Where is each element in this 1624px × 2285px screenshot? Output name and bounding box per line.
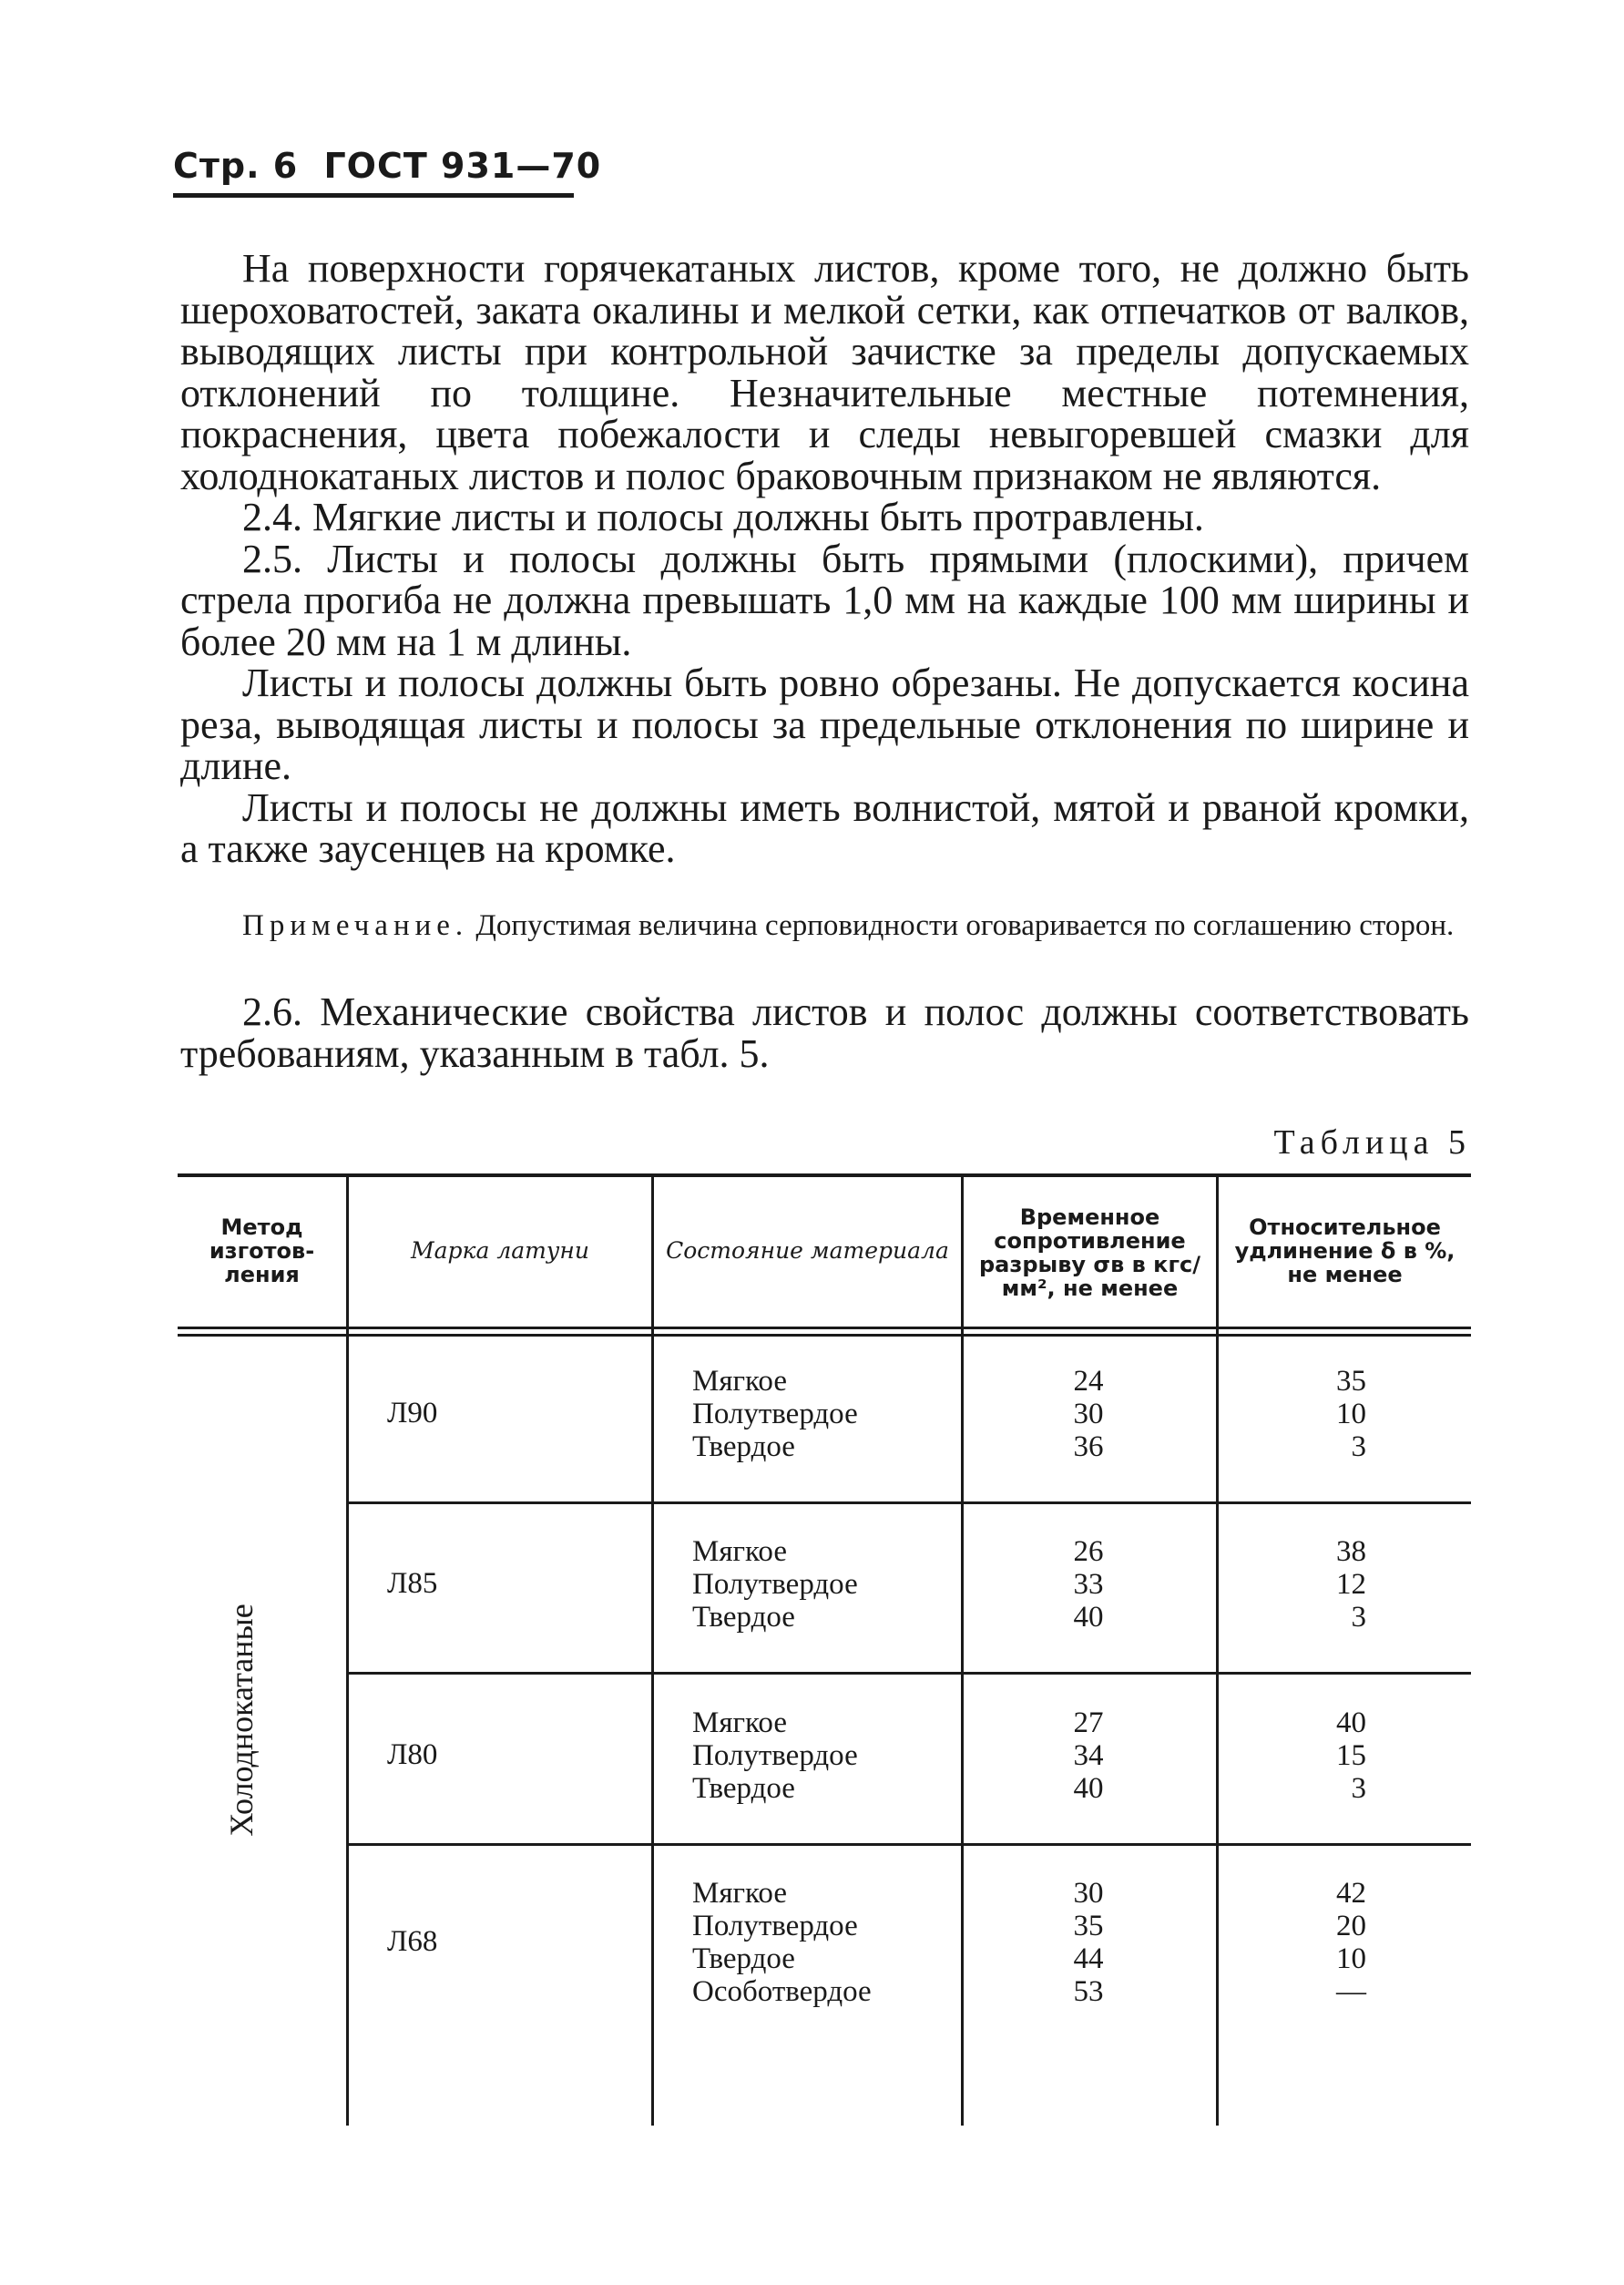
state: Твердое [692, 1601, 795, 1634]
states-l85 [692, 1535, 858, 1634]
strength-value: 35 [1073, 1910, 1104, 1942]
strength-value: 30 [1073, 1877, 1104, 1910]
mechanical-properties-table [178, 1173, 1471, 2126]
strength-value: 40 [1073, 1601, 1104, 1634]
elongation-value: 12 [1336, 1568, 1366, 1601]
paragraph-surface: На поверхности горячекатаных листов, кроме того, не должно быть шероховатостей, заката окалины и мелкой сетки, как отпечатков от валков, выводящих листы при контрольной зачистке за пределы допускаемых отклонений по толщине. Незначительные местные потемнения, покраснения, цвета побежалости и следы невыгоревшей смазки для холоднокатаных листов и полос браковочным признаком не являются. [180, 246, 1469, 498]
strength-l90 [1016, 1365, 1161, 1463]
state: Мягкое [692, 1877, 787, 1910]
col-divider-4 [1216, 1173, 1219, 2126]
state: Мягкое [692, 1535, 787, 1568]
state: Твердое [692, 1430, 795, 1463]
grade-l80: Л80 [387, 1738, 438, 1771]
note-text: Допустимая величина серповидности оговаривается по соглашению сторон. [475, 909, 1455, 942]
state: Полутвердое [692, 1910, 858, 1942]
strength-value: 27 [1073, 1706, 1104, 1739]
state: Полутвердое [692, 1568, 858, 1601]
elongation-value: 3 [1351, 1772, 1366, 1805]
strength-value: 36 [1073, 1430, 1104, 1463]
header-rule [173, 193, 574, 198]
elongation-value: — [1336, 1975, 1366, 2008]
strength-value: 33 [1073, 1568, 1104, 1601]
state: Особотвердое [692, 1975, 872, 2008]
state: Полутвердое [692, 1739, 858, 1772]
header-bottom-rule-2 [178, 1334, 1471, 1337]
note [180, 909, 1469, 942]
elongation-value: 38 [1336, 1535, 1366, 1568]
elongation-l68 [1312, 1877, 1366, 2008]
header-strength: Временное сопротивление разрыву σв в кгс/мм², не менее [979, 1204, 1200, 1301]
elongation-value: 10 [1336, 1398, 1366, 1430]
elongation-value: 10 [1336, 1942, 1366, 1975]
col-divider-1 [346, 1173, 349, 2126]
state: Полутвердое [692, 1398, 858, 1430]
state: Мягкое [692, 1365, 787, 1398]
note-label: Примечание. [242, 909, 469, 942]
strength-value: 30 [1073, 1398, 1104, 1430]
paragraph-edge: Листы и полосы не должны иметь волнистой, мятой и рваной кромки, а также заусенцев на кромке. [180, 784, 1469, 871]
elongation-value: 3 [1351, 1430, 1366, 1463]
states-l90 [692, 1365, 858, 1463]
elongation-value: 42 [1336, 1877, 1366, 1910]
row-divider-2 [348, 1672, 1471, 1675]
state: Твердое [692, 1772, 795, 1805]
strength-l80 [1016, 1706, 1161, 1805]
strength-value: 40 [1073, 1772, 1104, 1805]
page-header [173, 146, 601, 186]
elongation-value: 3 [1351, 1601, 1366, 1634]
state: Твердое [692, 1942, 795, 1975]
elongation-l80 [1312, 1706, 1366, 1805]
strength-l85 [1016, 1535, 1161, 1634]
paragraph-2-5: 2.5. Листы и полосы должны быть прямыми (плоскими), причем стрела прогиба не должна превышать 1,0 мм на каждые 100 мм ширины и более 20 мм на 1 м длины. [180, 536, 1469, 664]
standard-number: ГОСТ 931—70 [323, 146, 602, 186]
header-method: Метод изготов- ления [209, 1214, 315, 1287]
table-top-rule [178, 1173, 1471, 1177]
grade-l85: Л85 [387, 1567, 438, 1600]
col-divider-2 [651, 1173, 654, 2126]
header-bottom-rule-1 [178, 1327, 1471, 1329]
header-state: Состояние материала [666, 1237, 949, 1264]
strength-value: 26 [1073, 1535, 1104, 1568]
strength-l68 [1016, 1877, 1161, 2008]
row-divider-3 [348, 1843, 1471, 1846]
row-divider-1 [348, 1501, 1471, 1504]
states-l80 [692, 1706, 858, 1805]
grade-l68: Л68 [387, 1925, 438, 1958]
elongation-value: 40 [1336, 1706, 1366, 1739]
elongation-value: 15 [1336, 1739, 1366, 1772]
header-elongation: Относительное удлинение δ в %, не менее [1234, 1214, 1455, 1287]
paragraph-cut: Листы и полосы должны быть ровно обрезаны. Не допускается косина реза, выводящая листы и полосы за предельные отклонения по ширине и длине. [180, 661, 1469, 788]
table-caption: Таблица 5 [1273, 1123, 1471, 1162]
body-text-bottom [180, 991, 1469, 1074]
state: Мягкое [692, 1706, 787, 1739]
paragraph-2-6: 2.6. Механические свойства листов и полос должны соответствовать требованиям, указанным в табл. 5. [180, 989, 1469, 1076]
elongation-l90 [1312, 1365, 1366, 1463]
header-grade: Марка латуни [411, 1237, 589, 1264]
paragraph-2-4: 2.4. Мягкие листы и полосы должны быть протравлены. [242, 495, 1204, 539]
strength-value: 44 [1073, 1942, 1104, 1975]
strength-value: 53 [1073, 1975, 1104, 2008]
states-l68 [692, 1877, 872, 2008]
body-text-top [180, 248, 1469, 870]
elongation-value: 35 [1336, 1365, 1366, 1398]
strength-value: 24 [1073, 1365, 1104, 1398]
elongation-l85 [1312, 1535, 1366, 1634]
page-number: Стр. 6 [173, 146, 299, 186]
strength-value: 34 [1073, 1739, 1104, 1772]
method-value: Холоднокатаные [223, 1604, 260, 1837]
grade-l90: Л90 [387, 1397, 438, 1429]
elongation-value: 20 [1336, 1910, 1366, 1942]
